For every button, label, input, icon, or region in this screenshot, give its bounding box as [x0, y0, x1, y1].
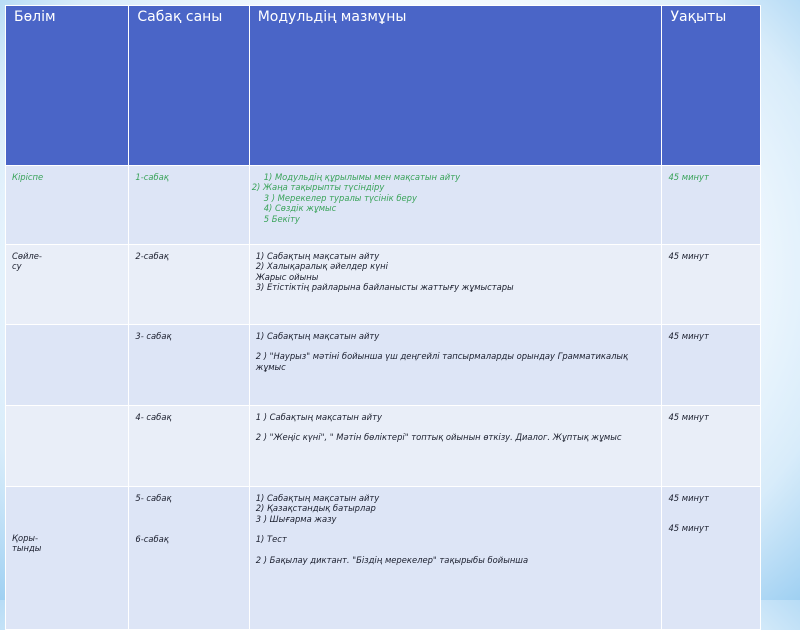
- content-line: 1 ) Сабақтың мақсатын айту: [255, 412, 382, 422]
- content-line: 2) Қазақстандық батырлар: [255, 503, 376, 514]
- time-cell: [662, 487, 761, 630]
- content-line: 5 Бекіту: [263, 213, 300, 224]
- section-cell: Кіріспе: [6, 166, 129, 245]
- header-section: Бөлім: [6, 6, 129, 166]
- content-line: 2) Халықаралық әйелдер күні: [255, 261, 388, 272]
- lesson-cell: 2-сабақ: [129, 245, 249, 325]
- content-line: Жарыс ойыны: [255, 271, 319, 282]
- content-line: 2 ) "Наурыз" мәтіні бойынша үш деңгейлі тапсырмаларды орындау Грамматикалық жұмыс: [255, 351, 629, 372]
- content-line: 1) Сабақтың мақсатын айту: [255, 331, 380, 341]
- content-line: 3 ) Шығарма жазу: [255, 513, 337, 524]
- header-content: Модульдің мазмұны: [249, 6, 662, 166]
- content-line: 1) Сабақтың мақсатын айту: [255, 251, 380, 261]
- section-cell: Қоры- тынды: [6, 487, 129, 630]
- content-cell: [249, 245, 662, 325]
- content-line: 2 ) Бақылау диктант. "Біздің мерекелер" тақырыбы бойынша: [255, 554, 529, 565]
- header-time: Уақыты: [662, 6, 761, 166]
- content-line: 3) Етістіктің райларына байланысты жаттығу жұмыстары: [255, 282, 514, 293]
- header-row: [6, 6, 761, 166]
- content-line: 4) Сөздік жұмыс: [263, 203, 337, 214]
- content-line: 2 ) "Жеңіс күні", " Мәтін бөліктері" топтық ойынын өткізу. Диалог. Жұптық жұмыс: [255, 432, 622, 443]
- content-cell: [249, 406, 662, 487]
- content-cell: [249, 325, 662, 406]
- table-row: [6, 406, 761, 487]
- time-cell: 45 минут: [662, 166, 761, 245]
- content-line: 1) Тест: [255, 534, 287, 545]
- section-cell: [6, 325, 129, 406]
- content-line: 3 ) Мерекелер туралы түсінік беру: [263, 192, 417, 203]
- table-row: [6, 325, 761, 406]
- content-cell: [249, 487, 662, 630]
- lesson-label: 6-сабақ: [135, 534, 169, 545]
- lesson-label: 5- сабақ: [135, 493, 172, 503]
- table-row: [6, 487, 761, 630]
- time-value: 45 минут: [668, 523, 709, 534]
- header-lessons: Сабақ саны: [129, 6, 249, 166]
- time-cell: 45 минут: [662, 245, 761, 325]
- time-cell: 45 минут: [662, 406, 761, 487]
- lesson-cell: 3- сабақ: [129, 325, 249, 406]
- time-cell: 45 минут: [662, 325, 761, 406]
- content-line: 2) Жаңа тақырыпты түсіндіру: [251, 182, 385, 193]
- section-cell: Сөйле- су: [6, 245, 129, 325]
- time-value: 45 минут: [668, 493, 709, 503]
- lesson-cell: 1-сабақ: [129, 166, 249, 245]
- content-line: 1) Сабақтың мақсатын айту: [255, 493, 380, 503]
- lesson-cell: [129, 487, 249, 630]
- table-row: [6, 166, 761, 245]
- content-line: 1) Модульдің құрылымы мен мақсатын айту: [263, 172, 461, 182]
- section-cell: [6, 406, 129, 487]
- table-row: [6, 245, 761, 325]
- content-cell: [249, 166, 662, 245]
- lesson-cell: 4- сабақ: [129, 406, 249, 487]
- module-plan-table: [5, 5, 761, 630]
